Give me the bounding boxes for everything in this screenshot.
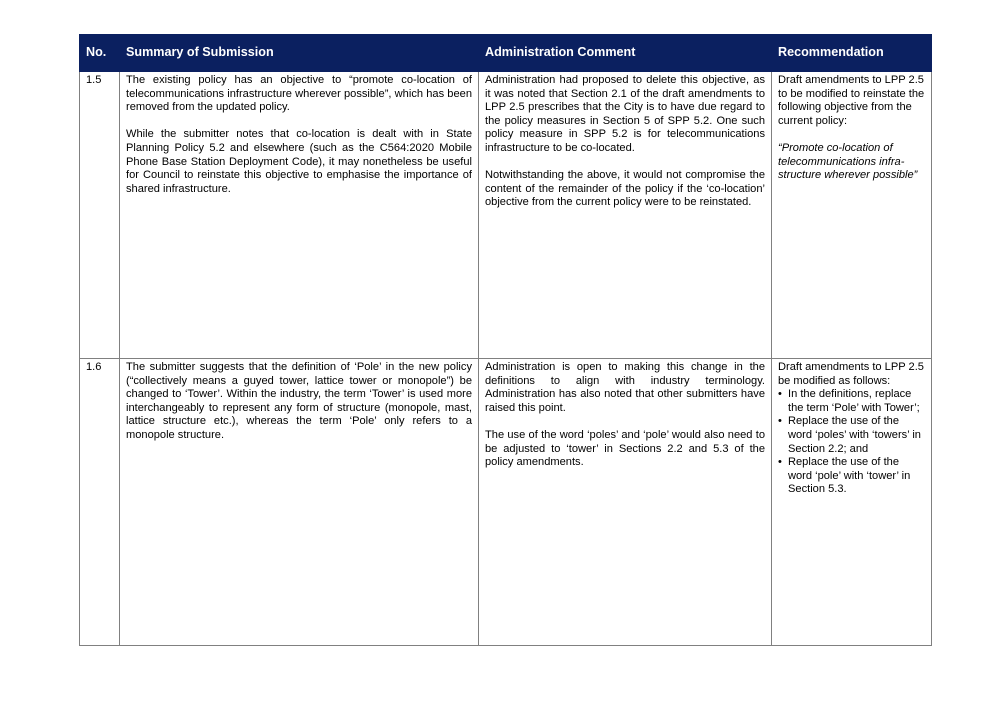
header-comment: Administration Comment	[479, 35, 772, 72]
recommendation-cell	[772, 72, 932, 359]
recommendation-intro: Draft amendments to LPP 2.5 be modified as follows:	[778, 361, 924, 387]
comment-cell	[479, 72, 772, 359]
submissions-table	[79, 34, 932, 646]
table-row	[80, 72, 932, 359]
header-recommendation: Recommendation	[772, 35, 932, 72]
list-item: • In the definitions, replace the term ‘Pole’ with Tower’;	[788, 388, 925, 415]
recommendation-list	[778, 388, 925, 497]
summary-paragraph: The existing policy has an objective to “promote co-location of telecommunications infrastructure wherever possible”, which has been removed from the updated policy.	[126, 74, 472, 114]
comment-paragraph: Administration had proposed to delete this objective, as it was noted that Section 2.1 of the draft amendments to LPP 2.5 prescribes that the City is to have due regard to the policy measures in Section 5 of SPP 5.2. One such policy measure in SPP 5.2 is for telecommunications infrastructure to be co-located.	[485, 74, 765, 154]
recommendation-quote: “Promote co-location of telecommunications infra-structure wherever possible”	[778, 141, 918, 182]
summary-cell	[120, 359, 479, 646]
recommendation-intro: Draft amendments to LPP 2.5 to be modified to reinstate the following objective from the current policy:	[778, 74, 925, 127]
header-no: No.	[80, 35, 120, 72]
summary-paragraph: While the submitter notes that co-location is dealt with in State Planning Policy 5.2 and elsewhere (such as the C564:2020 Mobile Phone Base Station Deployment Code), it may nonetheless be useful for Council to reinstate this objective to emphasise the importance of shared infrastructure.	[126, 128, 472, 195]
comment-paragraph: The use of the word ‘poles’ and ‘pole’ would also need to be adjusted to ‘tower’ in Sections 2.2 and 5.3 of the policy amendments.	[485, 428, 765, 469]
summary-cell	[120, 72, 479, 359]
comment-paragraph: Administration is open to making this change in the definitions to align with industry terminology. Administration has also noted that other submitters have raised this point.	[485, 361, 765, 414]
comment-cell	[479, 359, 772, 646]
list-item: • Replace the use of the word ‘poles’ with ‘towers’ in Section 2.2; and	[788, 415, 925, 456]
summary-paragraph: The submitter suggests that the definition of ‘Pole’ in the new policy (“collectively means a guyed tower, lattice tower or monopole”) be changed to ‘Tower’. Within the industry, the term ‘Tower’ is used more interchangeably to represent any form of structure (monopole, mast, lattice structure etc.), whereas the term ‘Pole’ only refers to a monopole structure.	[126, 361, 472, 441]
comment-paragraph: Notwithstanding the above, it would not compromise the content of the remainder of the policy if the ‘co-location’ objective from the current policy were to be reinstated.	[485, 169, 765, 209]
recommendation-cell	[772, 359, 932, 646]
table-header-row	[80, 35, 932, 72]
row-number: 1.5	[80, 72, 120, 359]
row-number: 1.6	[80, 359, 120, 646]
table-row	[80, 359, 932, 646]
list-item: • Replace the use of the word ‘pole’ with ‘tower’ in Section 5.3.	[788, 456, 925, 497]
header-summary: Summary of Submission	[120, 35, 479, 72]
